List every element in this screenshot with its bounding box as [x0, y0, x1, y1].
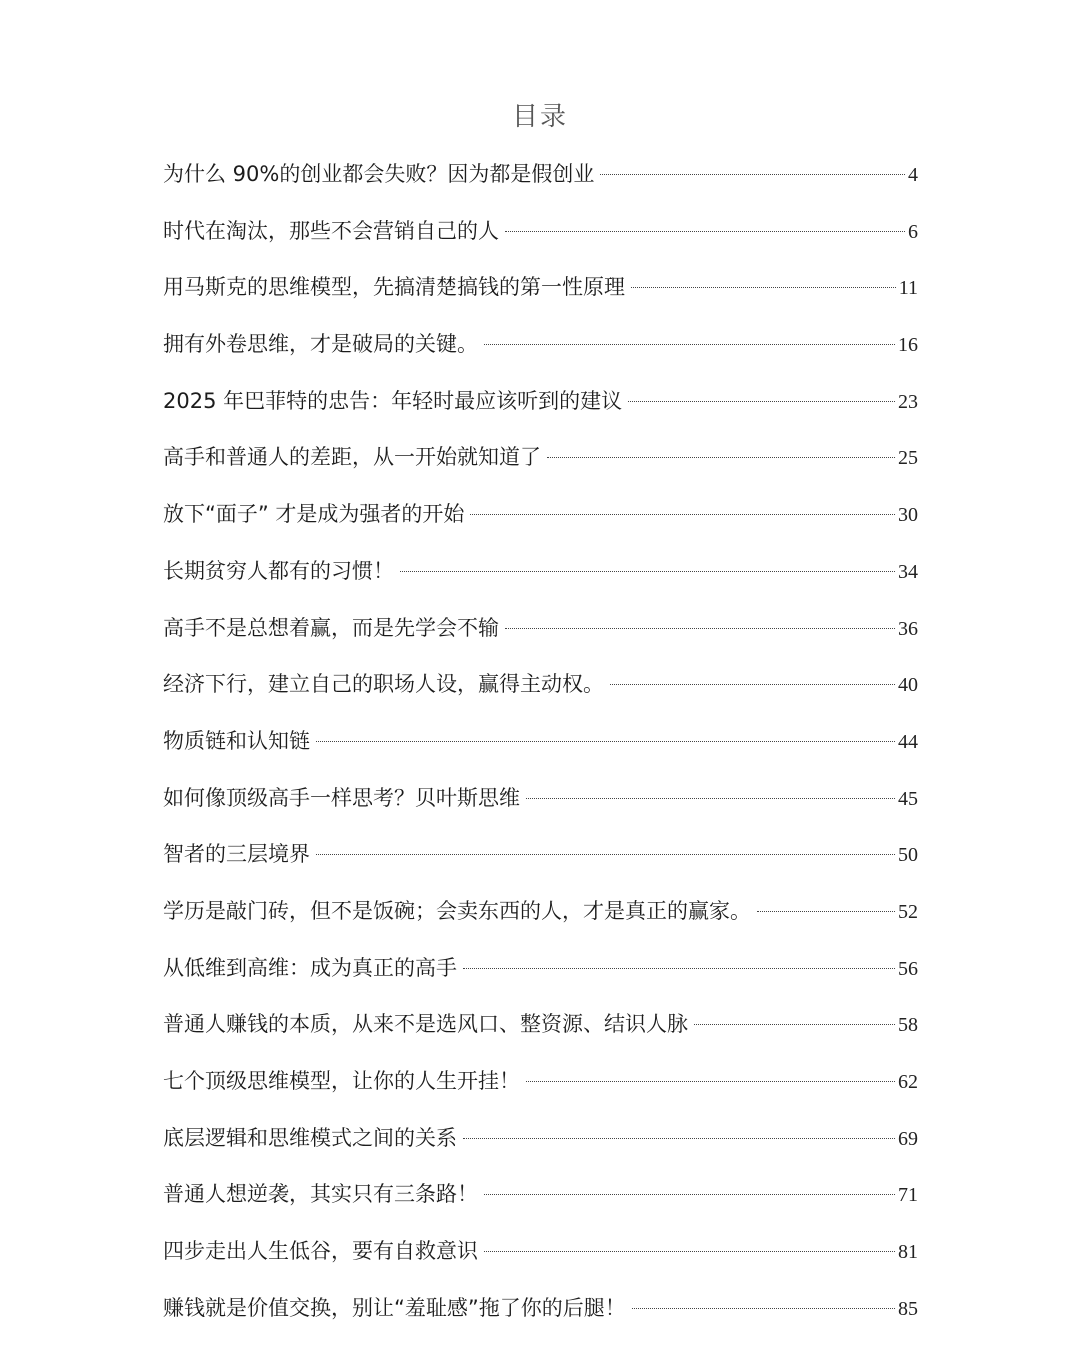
toc-entry-title: 为什么 90%的创业都会失败？因为都是假创业 — [163, 162, 595, 186]
toc-dot-leader — [632, 1308, 895, 1309]
toc-page-number: 85 — [898, 1297, 918, 1320]
toc-page-number: 4 — [908, 164, 918, 186]
toc-page-number: 44 — [898, 730, 918, 753]
toc-dot-leader — [526, 1081, 895, 1082]
toc-dot-leader — [600, 174, 905, 175]
toc-dot-leader — [316, 854, 895, 855]
toc-entry-title: 七个顶级思维模型，让你的人生开挂！ — [163, 1069, 520, 1093]
toc-dot-leader — [505, 231, 905, 232]
toc-page-number: 81 — [898, 1241, 918, 1264]
toc-dot-leader — [526, 798, 895, 799]
toc-page-number: 62 — [898, 1071, 918, 1093]
toc-entry[interactable] — [163, 553, 918, 610]
toc-dot-leader — [484, 1251, 895, 1252]
toc-page-number: 30 — [898, 504, 918, 527]
toc-page-number: 23 — [898, 390, 918, 413]
toc-entry[interactable] — [163, 666, 918, 723]
toc-entry[interactable] — [163, 439, 918, 496]
toc-dot-leader — [470, 514, 895, 515]
toc-dot-leader — [631, 287, 896, 288]
toc-page-number: 11 — [898, 277, 918, 300]
toc-entry-title: 四步走出人生低谷，要有自救意识 — [163, 1239, 478, 1264]
toc-entry-title: 放下“面子” 才是成为强者的开始 — [163, 502, 465, 527]
toc-entry-title: 用马斯克的思维模型，先搞清楚搞钱的第一性原理 — [163, 275, 625, 300]
toc-page-number: 71 — [898, 1184, 918, 1207]
toc-dot-leader — [757, 911, 895, 912]
toc-entry[interactable] — [163, 893, 918, 950]
toc-dot-leader — [463, 1138, 895, 1139]
toc-entry-title: 高手不是总想着赢，而是先学会不输 — [163, 615, 499, 640]
toc-entry-title: 普通人赚钱的本质，从来不是选风口、整资源、结识人脉 — [163, 1012, 688, 1037]
toc-entry[interactable] — [163, 950, 918, 1007]
toc-page-number: 58 — [898, 1014, 918, 1037]
toc-entry[interactable] — [163, 836, 918, 893]
toc-page-number: 36 — [898, 617, 918, 640]
toc-entry-title: 2025 年巴菲特的忠告：年轻时最应该听到的建议 — [163, 388, 623, 413]
toc-entry[interactable] — [163, 610, 918, 667]
toc-dot-leader — [547, 457, 895, 458]
toc-entry-title: 长期贫穷人都有的习惯！ — [163, 558, 394, 583]
toc-entry-title: 经济下行，建立自己的职场人设，赢得主动权。 — [163, 672, 604, 697]
toc-entry[interactable] — [163, 780, 918, 837]
toc-entry[interactable] — [163, 1006, 918, 1063]
toc-dot-leader — [484, 344, 895, 345]
toc-entry[interactable] — [163, 1233, 918, 1290]
toc-dot-leader — [628, 401, 895, 402]
toc-page-number: 40 — [898, 674, 918, 697]
toc-page-number: 25 — [898, 447, 918, 470]
toc-dot-leader — [694, 1024, 895, 1025]
toc-entry[interactable] — [163, 326, 918, 383]
toc-entry-title: 从低维到高维：成为真正的高手 — [163, 955, 457, 980]
toc-entry-title: 普通人想逆袭，其实只有三条路！ — [163, 1182, 478, 1207]
toc-entry[interactable] — [163, 156, 918, 213]
toc-page-number: 56 — [898, 957, 918, 980]
toc-entry-title: 赚钱就是价值交换，别让“羞耻感”拖了你的后腿！ — [163, 1295, 626, 1320]
toc-entry-title: 学历是敲门砖，但不是饭碗；会卖东西的人，才是真正的赢家。 — [163, 898, 751, 923]
toc-entry-title: 高手和普通人的差距，从一开始就知道了 — [163, 445, 541, 470]
toc-dot-leader — [316, 741, 895, 742]
toc-list — [163, 156, 918, 1346]
toc-entry[interactable] — [163, 1063, 918, 1120]
toc-entry-title: 物质链和认知链 — [163, 728, 310, 753]
toc-page-number: 16 — [898, 334, 918, 357]
toc-entry-title: 时代在淘汰，那些不会营销自己的人 — [163, 218, 499, 243]
toc-page-number: 50 — [898, 844, 918, 867]
toc-entry-title: 底层逻辑和思维模式之间的关系 — [163, 1125, 457, 1150]
toc-dot-leader — [505, 628, 895, 629]
toc-page-number: 6 — [908, 220, 918, 243]
toc-page-number: 45 — [898, 787, 918, 810]
toc-entry[interactable] — [163, 1120, 918, 1177]
toc-dot-leader — [463, 968, 895, 969]
toc-entry-title: 如何像顶级高手一样思考？贝叶斯思维 — [163, 785, 520, 810]
toc-dot-leader — [610, 684, 895, 685]
toc-entry[interactable] — [163, 1176, 918, 1233]
toc-dot-leader — [484, 1194, 895, 1195]
toc-entry[interactable] — [163, 383, 918, 440]
toc-entry-title: 拥有外卷思维，才是破局的关键。 — [163, 332, 478, 357]
toc-entry[interactable] — [163, 496, 918, 553]
toc-entry[interactable] — [163, 723, 918, 780]
toc-page-number: 52 — [898, 900, 918, 923]
toc-entry-title: 智者的三层境界 — [163, 842, 310, 867]
toc-page-number: 69 — [898, 1127, 918, 1150]
toc-title: 目录 — [511, 102, 568, 132]
toc-page-number: 34 — [898, 560, 918, 583]
toc-entry[interactable] — [163, 213, 918, 270]
toc-dot-leader — [400, 571, 895, 572]
toc-entry[interactable] — [163, 269, 918, 326]
